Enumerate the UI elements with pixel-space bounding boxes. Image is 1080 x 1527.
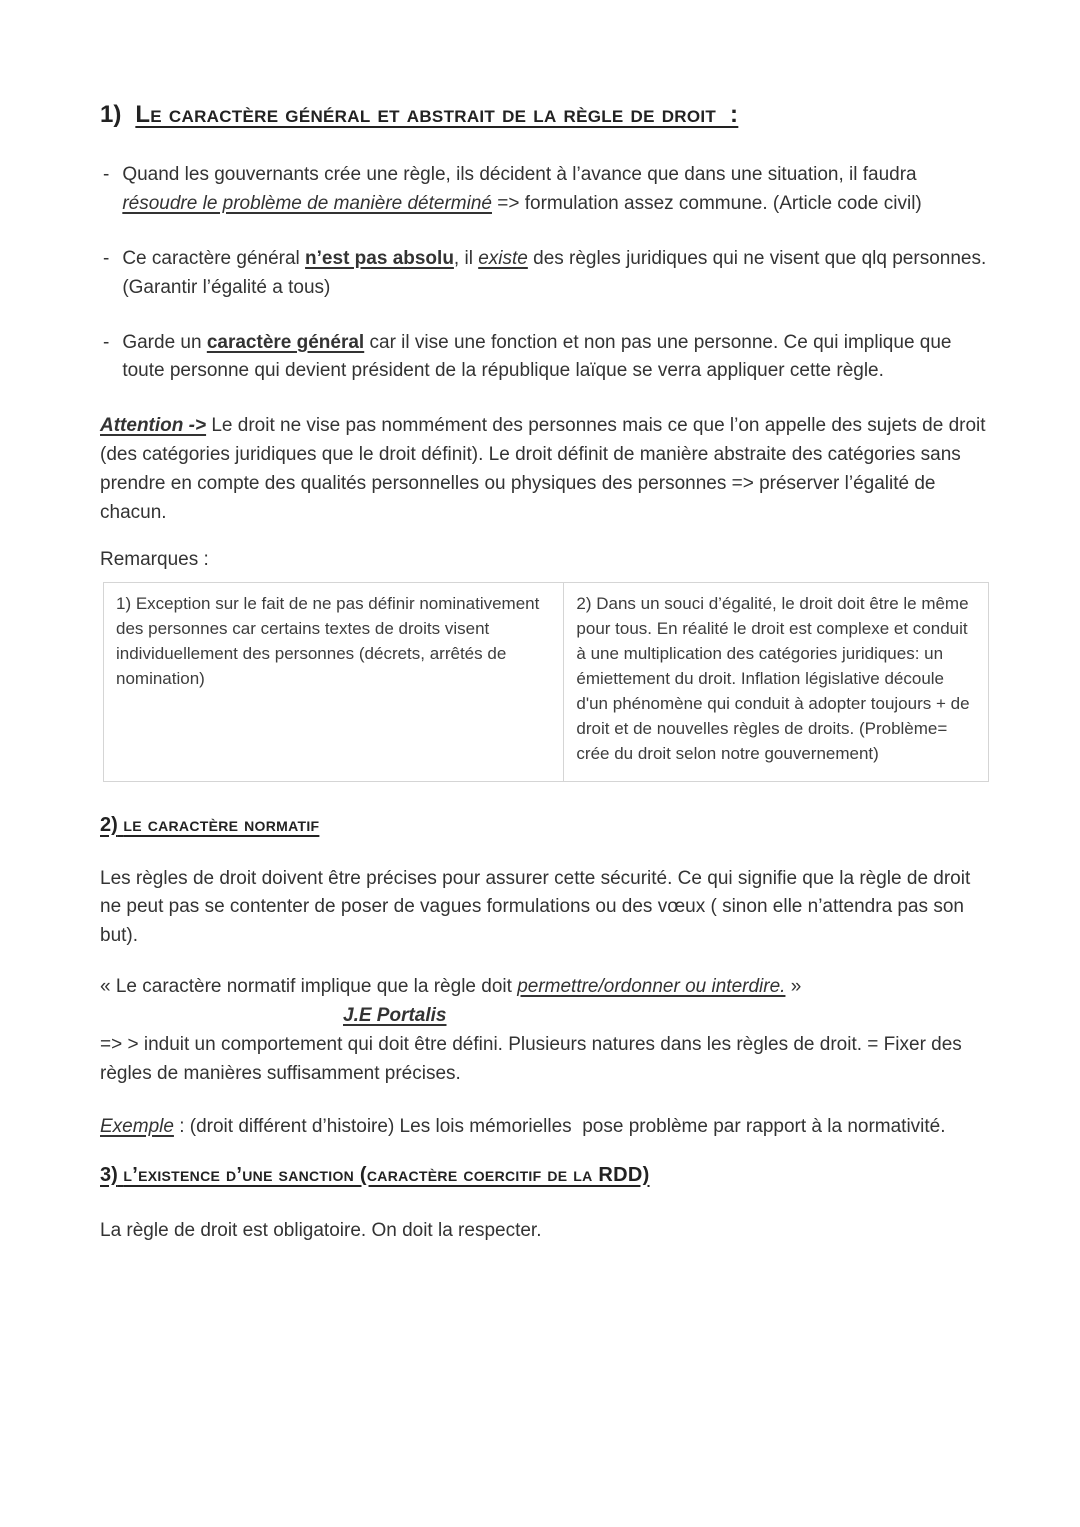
- remarks-label: Remarques :: [100, 548, 209, 570]
- section-3-heading: [100, 1164, 988, 1187]
- bullet-item-3: [103, 329, 988, 387]
- sanction-paragraph: La règle de droit est obligatoire. On doit la respecter.: [100, 1219, 542, 1241]
- attention-paragraph: Attention -> Le droit ne vise pas nommément des personnes mais ce que l’on appelle des sujets de droit (des catégories juridiques que le droit définit). Le droit définit de manière abstraite des catégories sans prendre en compte des qualités personnelles ou physiques des personnes => préserver l’égalité de chacun.: [100, 415, 991, 523]
- remarks-cell-right: 2) Dans un souci d’égalité, le droit doit être le même pour tous. En réalité le droit est complexe et conduit à une multiplication des catégories juridiques: un émiettement du droit. Inflation législative découle d'un phénomène qui conduit à adopter toujours + de droit et de nouvelles règles de droits. (Problème= crée du droit selon notre gouvernement): [564, 582, 989, 781]
- normative-intro-paragraph: Les règles de droit doivent être précises pour assurer cette sécurité. Ce qui signifie que la règle de droit ne peut pas se contenter de poser de vagues formulations ou des vœux ( sinon elle n’attendra pas son but).: [100, 867, 976, 947]
- bullet-item-2: [103, 245, 992, 303]
- remarks-cell-left: 1) Exception sur le fait de ne pas définir nominativement des personnes car certains textes de droits visent individuellement des personnes (décrets, arrêtés de nomination): [104, 582, 564, 781]
- bullet-dash-icon: -: [103, 331, 110, 353]
- section-1-heading: [100, 101, 988, 129]
- quote-deduction: => > induit un comportement qui doit être défini. Plusieurs natures dans les règles de droit. = Fixer des règles de manières suffisamment précises.: [100, 1033, 968, 1084]
- bullet-text-2: Ce caractère général n’est pas absolu, il existe des règles juridiques qui ne visent que qlq personnes. (Garantir l’égalité a tous): [122, 247, 992, 298]
- remarks-table: [103, 582, 989, 782]
- section-1-title: Le caractère général et abstrait de la règle de droit :: [135, 101, 739, 128]
- portalis-quote: « Le caractère normatif implique que la règle doit permettre/ordonner ou interdire. »: [100, 976, 802, 998]
- bullet-list: [103, 161, 992, 386]
- section-2-heading: [100, 814, 988, 837]
- remarks-row: [104, 582, 989, 781]
- quote-author: J.E Portalis: [343, 1005, 447, 1027]
- section-2-number: 2): [100, 813, 118, 836]
- section-2-title: le caractère normatif: [123, 813, 320, 836]
- bullet-dash-icon: -: [103, 164, 110, 185]
- example-paragraph: Exemple : (droit différent d’histoire) Les lois mémorielles pose problème par rapport à la normativité.: [100, 1115, 946, 1137]
- section-1-number: 1): [100, 101, 122, 128]
- bullet-text-3: Garde un caractère général car il vise une fonction et non pas une personne. Ce qui implique que toute personne qui devient président de la république laïque se verra appliquer cette règle.: [122, 331, 957, 382]
- section-3-number: 3): [100, 1163, 118, 1186]
- bullet-text-1: Quand les gouvernants crée une règle, ils décident à l’avance que dans une situation, il faudra résoudre le problème de manière déterminé => formulation assez commune. (Article code civil): [122, 164, 922, 214]
- bullet-dash-icon: -: [103, 247, 110, 269]
- section-3-title: l’existence d’une sanction (caractère coercitif de la RDD): [123, 1163, 650, 1186]
- bullet-item-1: [103, 161, 988, 219]
